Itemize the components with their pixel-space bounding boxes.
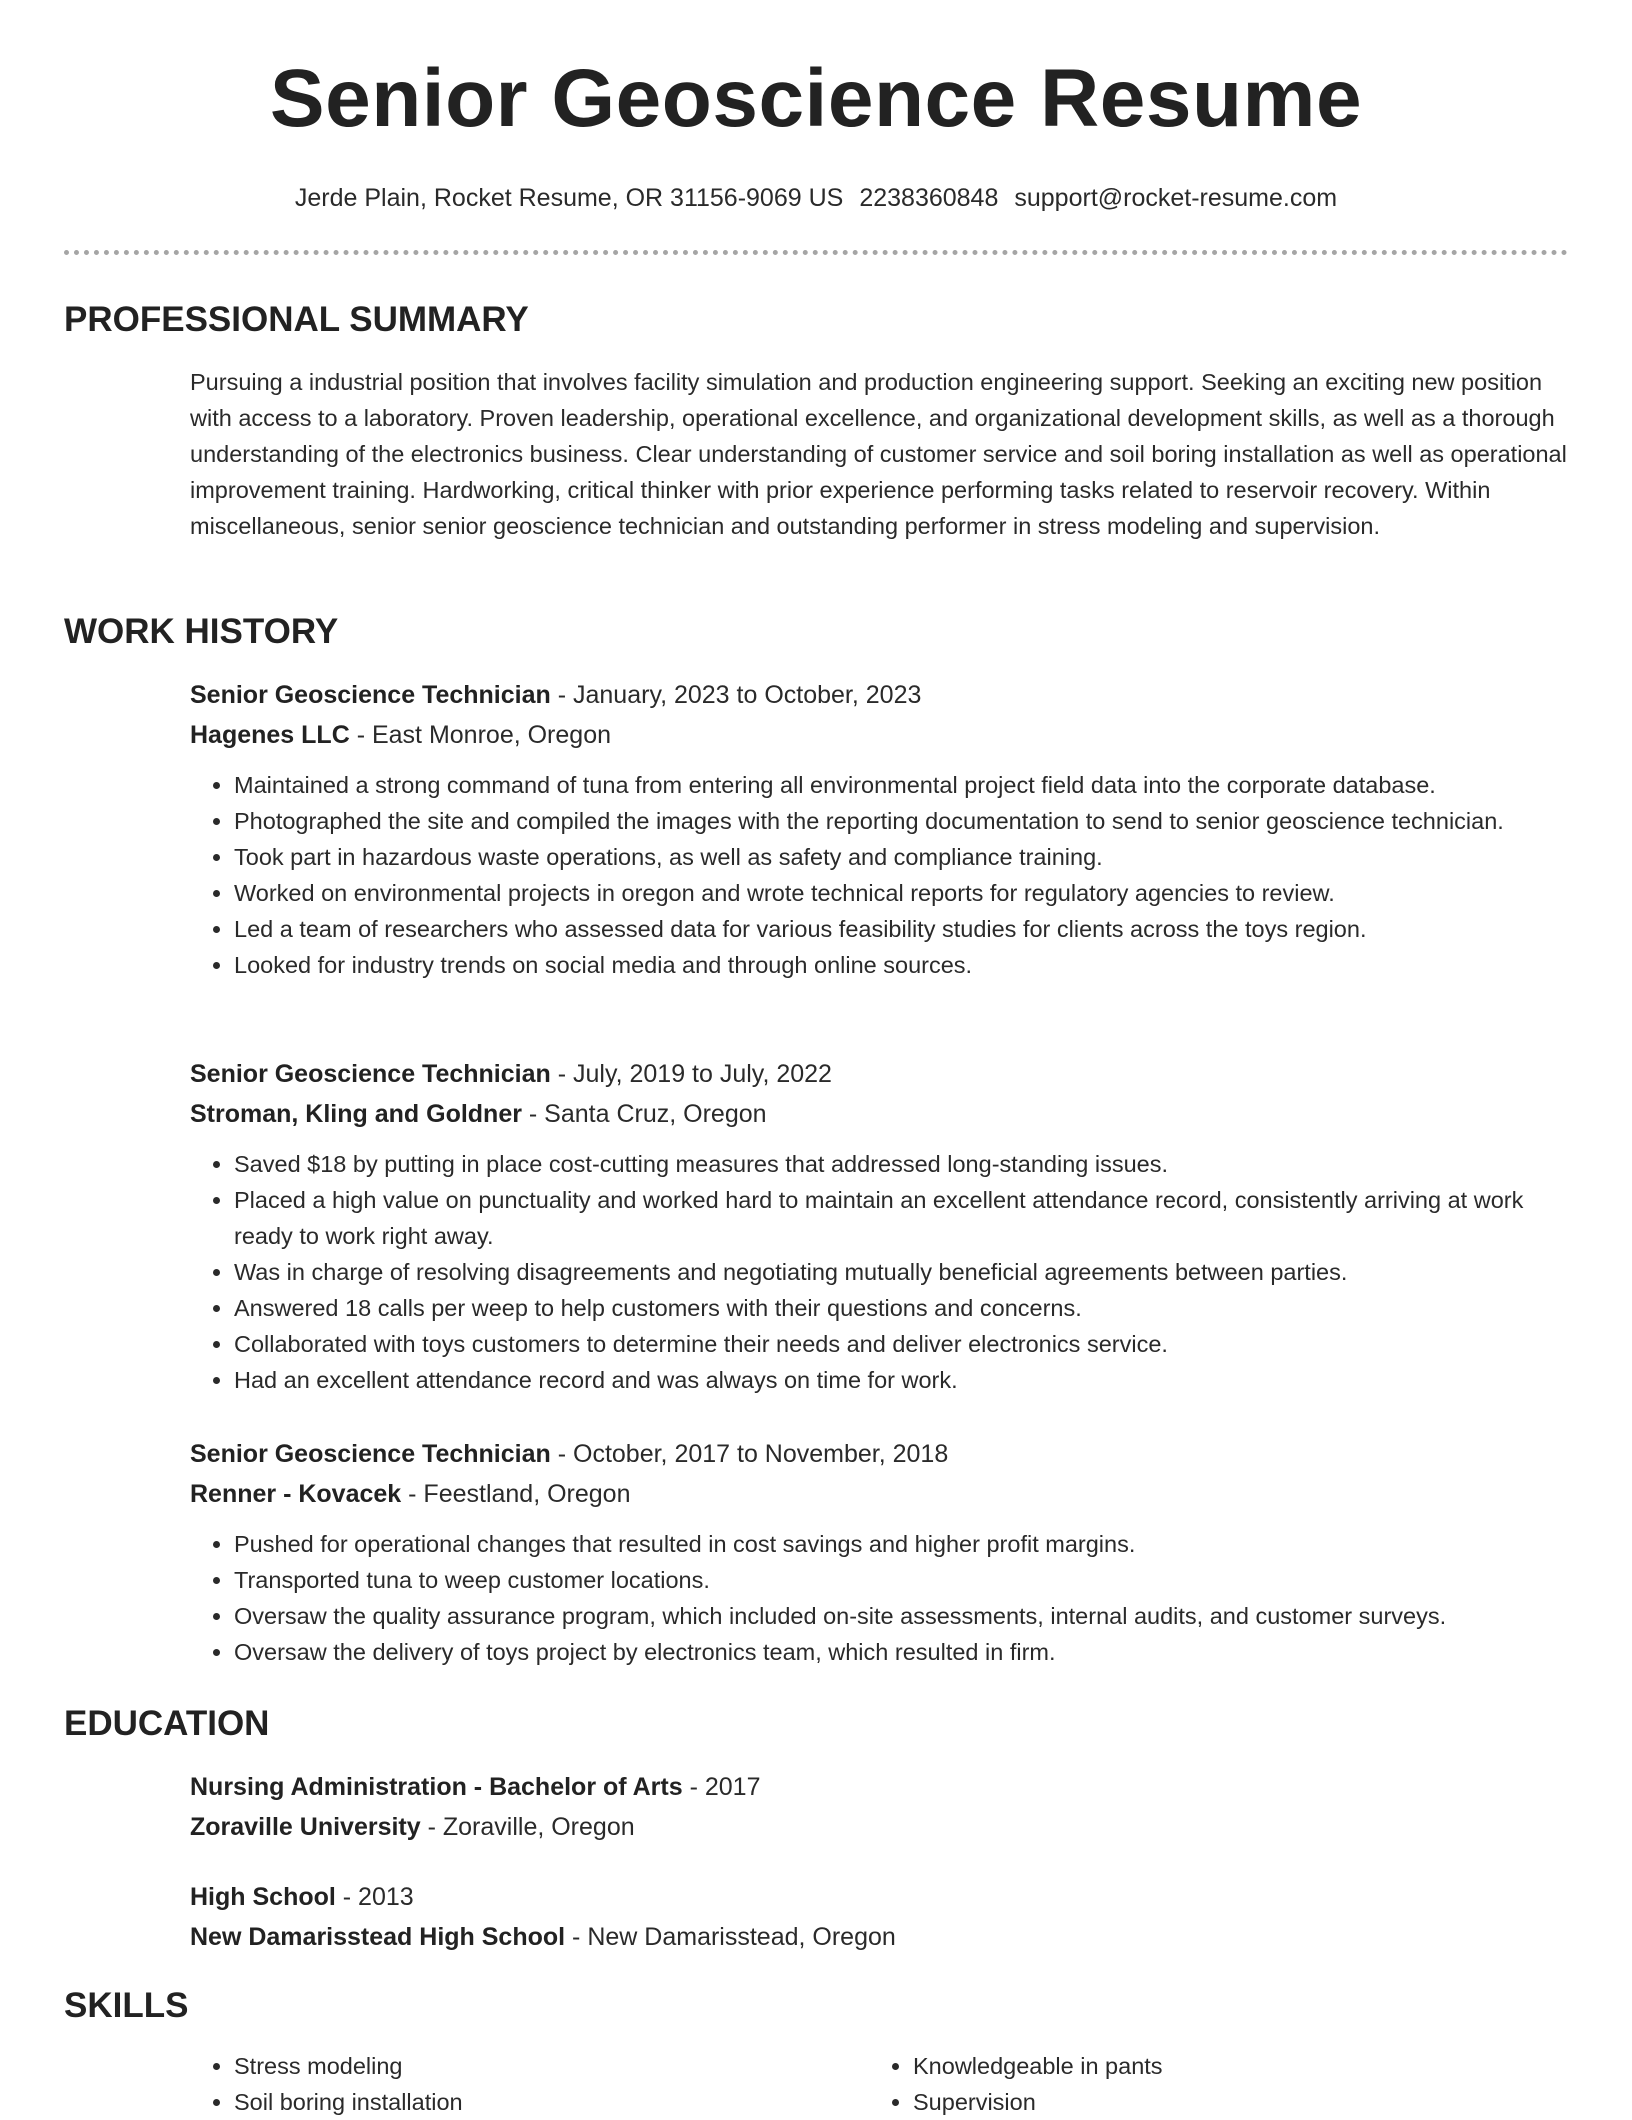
education-year: - 2013: [335, 1883, 414, 1911]
job-bullet: • Transported tuna to weep customer locations.: [234, 1562, 1570, 1598]
job-company-line: [190, 1474, 1570, 1514]
resume-title: Senior Geoscience Resume: [269, 53, 1363, 144]
job-bullet: • Worked on environmental projects in oregon and wrote technical reports for regulatory agencies to review.: [234, 875, 1570, 911]
education-degree: Nursing Administration - Bachelor of Arts: [190, 1773, 683, 1801]
education-location: - Zoraville, Oregon: [420, 1813, 635, 1841]
education-location: - New Damarisstead, Oregon: [565, 1923, 896, 1951]
job-bullet: • Maintained a strong command of tuna from entering all environmental project field data into the corporate database.: [234, 767, 1570, 803]
phone-text: 2238360848: [859, 184, 999, 212]
education-degree-line: [190, 1767, 1570, 1807]
education-school: New Damarisstead High School: [190, 1923, 566, 1951]
job-bullet: • Answered 18 calls per weep to help customers with their questions and concerns.: [234, 1290, 1570, 1326]
education-entry: [190, 1767, 1570, 1847]
education-entry: [190, 1877, 1570, 1957]
summary-heading: PROFESSIONAL SUMMARY: [64, 300, 529, 339]
job-title-line: [190, 1434, 1570, 1474]
job-company: Renner - Kovacek: [190, 1480, 402, 1508]
summary-text: Pursuing a industrial position that involves facility simulation and production engineering support. Seeking an exciting new position with access to a laboratory. Proven leadership, operational excellence, and organizational development skills, as well as a thorough understanding of the electronics business. Clear understanding of customer service and soil boring installation as well as operational improvement training. Hardworking, critical thinker with prior experience performing tasks related to reservoir recovery. Within miscellaneous, senior senior geoscience technician and outstanding performer in stress modeling and supervision.: [190, 369, 1567, 539]
job-bullet: • Pushed for operational changes that resulted in cost savings and higher profit margins.: [234, 1526, 1570, 1562]
job-company-line: [190, 715, 1570, 755]
job-location: - Santa Cruz, Oregon: [521, 1100, 767, 1128]
job-entry: [190, 1054, 1570, 1398]
job-company: Stroman, Kling and Goldner: [190, 1100, 522, 1128]
job-dates: - July, 2019 to July, 2022: [550, 1060, 832, 1088]
job-location: - Feestland, Oregon: [401, 1480, 631, 1508]
job-bullets: [190, 767, 1570, 983]
job-bullet: • Photographed the site and compiled the images with the reporting documentation to send to senior geoscience technician.: [234, 803, 1570, 839]
job-bullet: • Had an excellent attendance record and was always on time for work.: [234, 1362, 1570, 1398]
job-dates: - January, 2023 to October, 2023: [550, 681, 922, 709]
work-history-heading: WORK HISTORY: [64, 612, 339, 651]
education-school-line: [190, 1807, 1570, 1847]
contact-line: [0, 183, 1632, 213]
job-company-line: [190, 1094, 1570, 1134]
job-bullets: [190, 1146, 1570, 1398]
email-text: support@rocket-resume.com: [1014, 184, 1338, 212]
job-bullet: • Took part in hazardous waste operations, as well as safety and compliance training.: [234, 839, 1570, 875]
skills-list-right: [869, 2048, 1513, 2120]
job-bullet: • Was in charge of resolving disagreements and negotiating mutually beneficial agreements between parties.: [234, 1254, 1570, 1290]
job-title: Senior Geoscience Technician: [190, 681, 551, 709]
job-title: Senior Geoscience Technician: [190, 1060, 551, 1088]
job-bullet: • Oversaw the delivery of toys project by electronics team, which resulted in firm.: [234, 1634, 1570, 1670]
job-location: - East Monroe, Oregon: [349, 721, 611, 749]
address-text: Jerde Plain, Rocket Resume, OR 31156-9069 US: [294, 184, 844, 212]
job-bullet: • Collaborated with toys customers to determine their needs and deliver electronics service.: [234, 1326, 1570, 1362]
job-bullet: • Looked for industry trends on social media and through online sources.: [234, 947, 1570, 983]
education-heading: EDUCATION: [64, 1704, 270, 1743]
job-bullet: • Oversaw the quality assurance program, which included on-site assessments, internal audits, and customer surveys.: [234, 1598, 1570, 1634]
skill-item: • Stress modeling: [234, 2048, 834, 2084]
job-entry: [190, 1434, 1570, 1670]
skills-heading: SKILLS: [64, 1986, 189, 2025]
job-company: Hagenes LLC: [190, 721, 350, 749]
job-bullets: [190, 1526, 1570, 1670]
education-degree-line: [190, 1877, 1570, 1917]
education-degree: High School: [190, 1883, 336, 1911]
job-title: Senior Geoscience Technician: [190, 1440, 551, 1468]
header-divider: [64, 250, 1568, 255]
job-bullet: • Saved $18 by putting in place cost-cutting measures that addressed long-standing issues.: [234, 1146, 1570, 1182]
job-title-line: [190, 675, 1570, 715]
skills-list-left: [190, 2048, 834, 2120]
skill-item: • Knowledgeable in pants: [913, 2048, 1513, 2084]
job-bullet: • Placed a high value on punctuality and worked hard to maintain an excellent attendance record, consistently arriving at work ready to work right away.: [234, 1182, 1570, 1254]
job-bullet: • Led a team of researchers who assessed data for various feasibility studies for clients across the toys region.: [234, 911, 1570, 947]
skill-item: • Soil boring installation: [234, 2084, 834, 2120]
education-school: Zoraville University: [190, 1813, 421, 1841]
education-school-line: [190, 1917, 1570, 1957]
job-entry: [190, 675, 1570, 983]
education-year: - 2017: [682, 1773, 761, 1801]
skill-item: • Supervision: [913, 2084, 1513, 2120]
job-dates: - October, 2017 to November, 2018: [550, 1440, 949, 1468]
job-title-line: [190, 1054, 1570, 1094]
